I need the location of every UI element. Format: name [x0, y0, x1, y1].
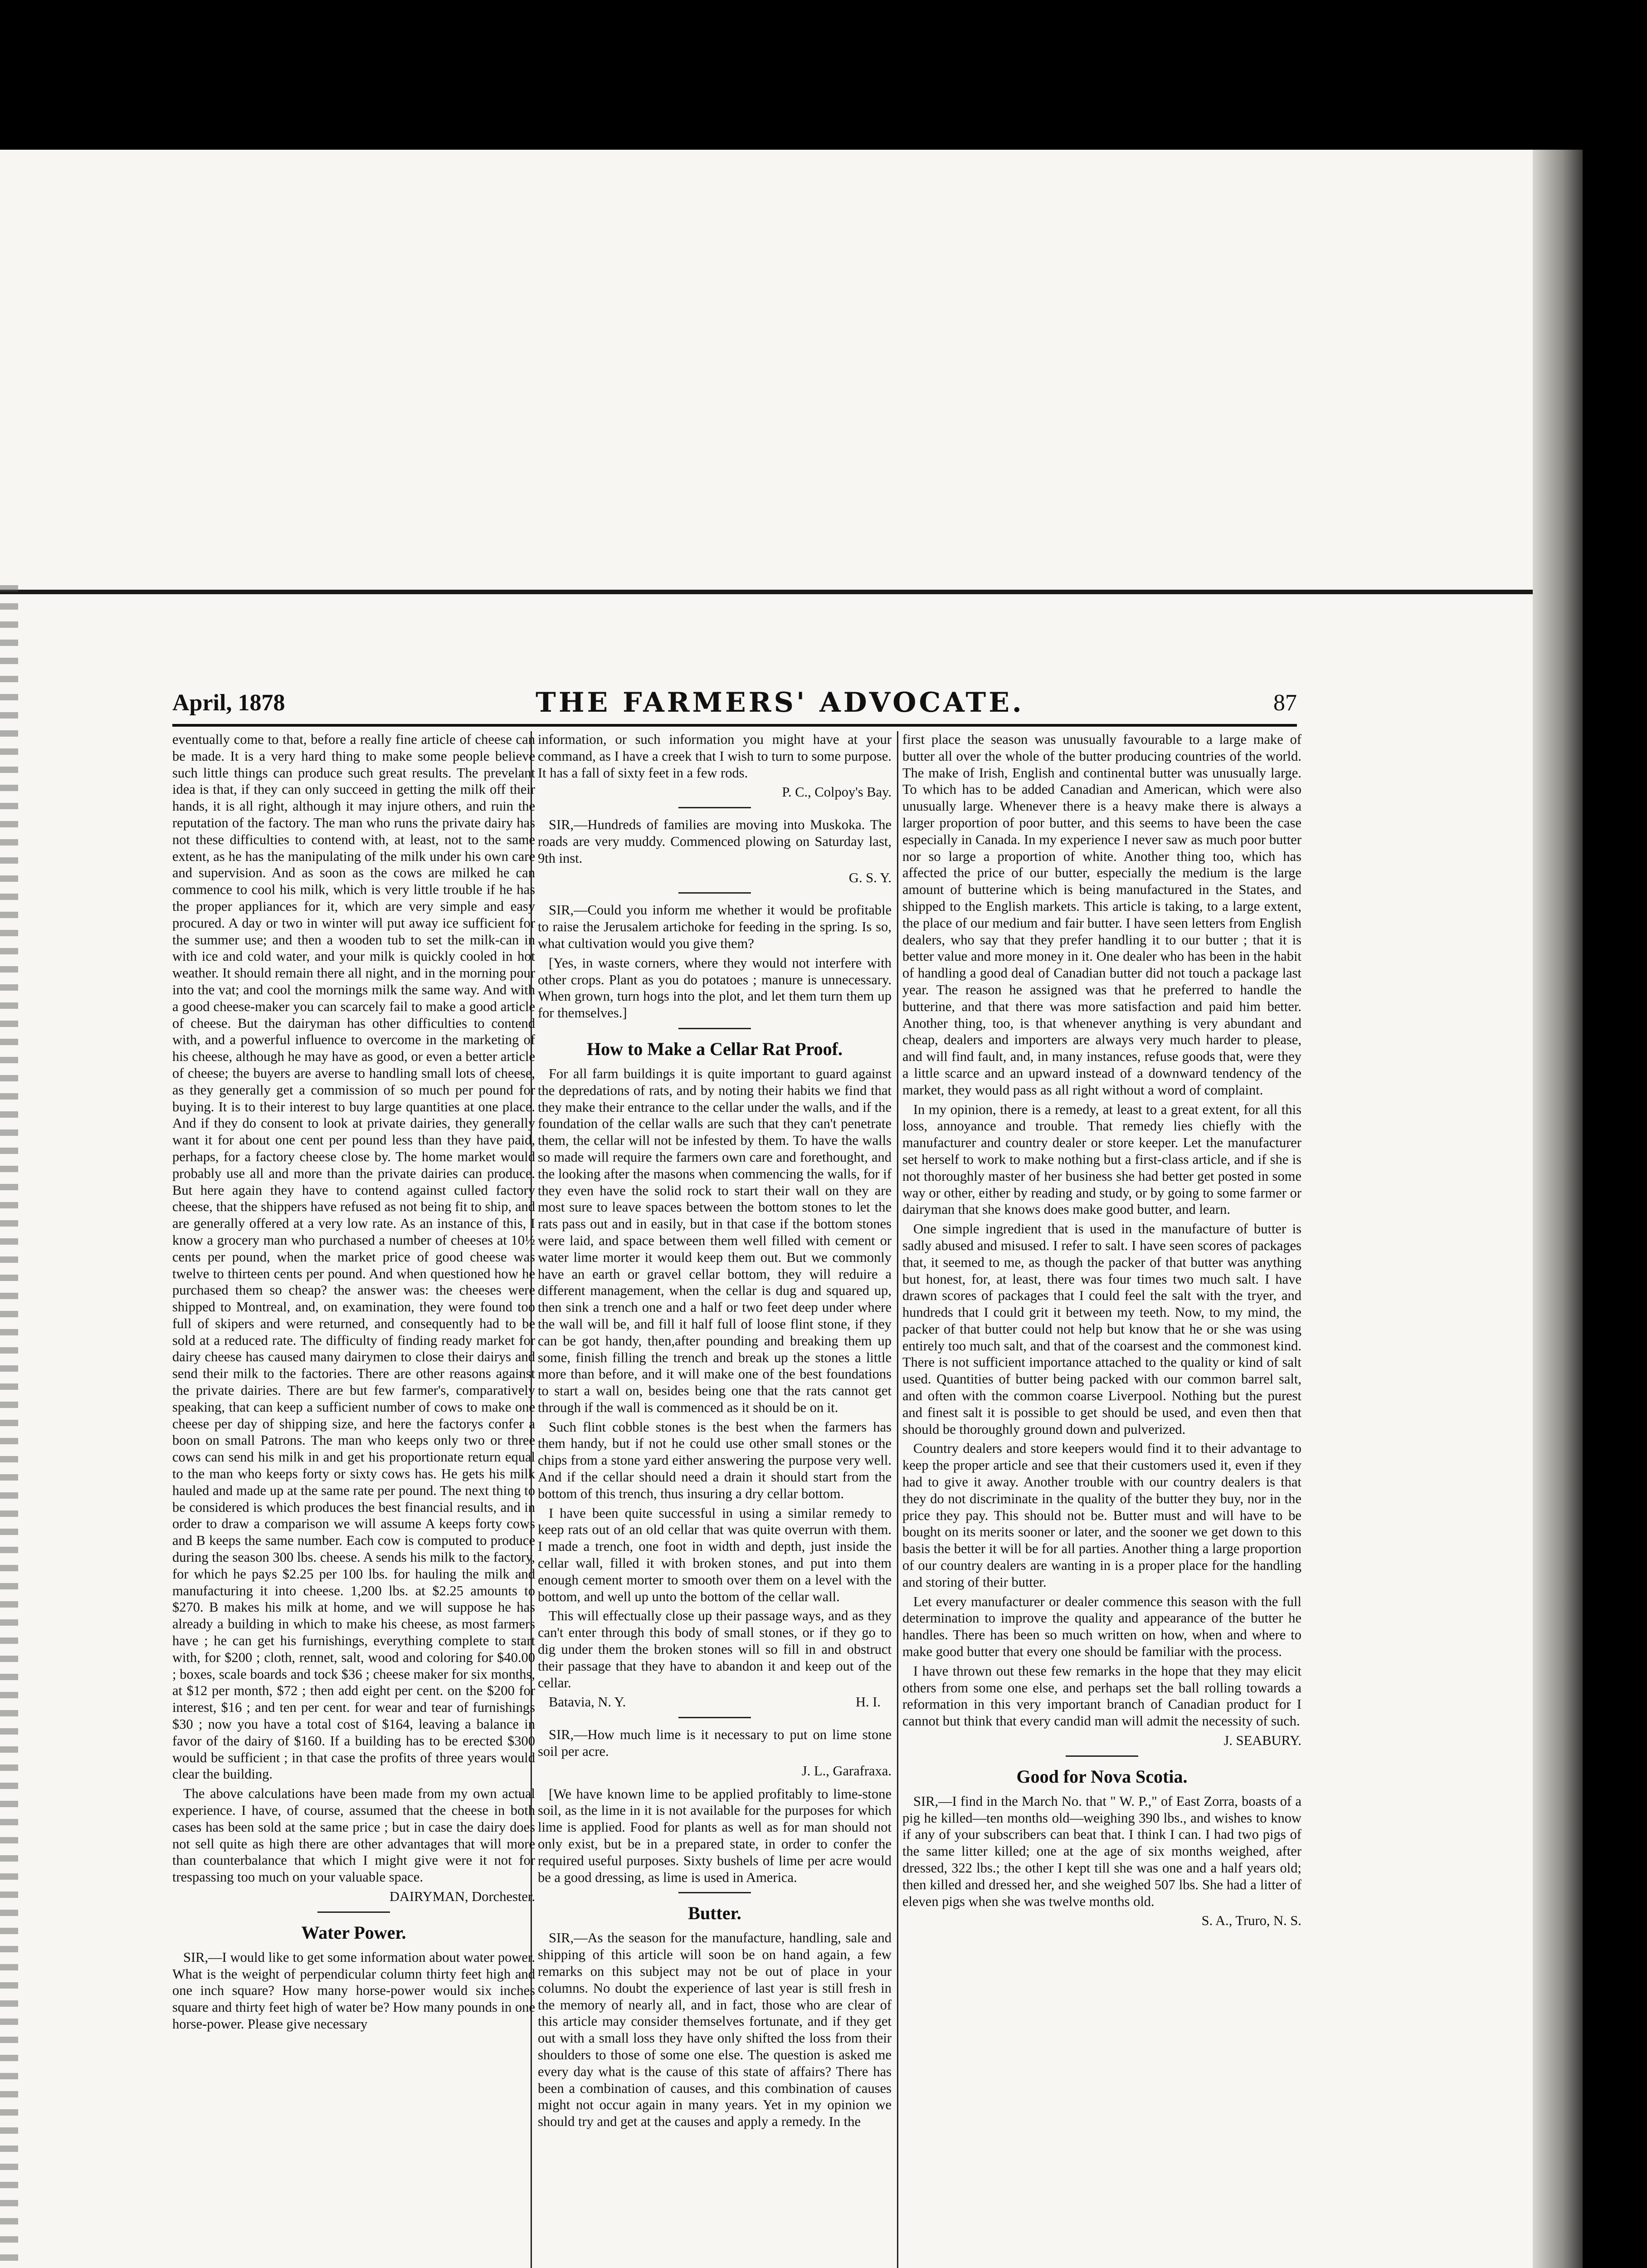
- water-power-letter: SIR,—I would like to get some information about water power. What is the weight of perpendicular column thirty feet high and one inch square? How many horse-power would six inches square and thirty feet high of water be? How many pounds in one horse-power. Please give necessary: [172, 1949, 535, 2032]
- water-power-title: Water Power.: [301, 1922, 406, 1943]
- rat-proof-title: How to Make a Cellar Rat Proof.: [587, 1038, 843, 1059]
- rat-proof-paragraph: For all farm buildings it is quite important to guard against the depredations of rats, and by noting their habits we find that they make their entrance to the cellar under the walls, and if the foundation of the cellar walls are such that they can't penetrate them, the cellar will not be infested by them. To have the walls so made will require the farmers own care and forethought, and the looking after the masons when commencing the walls, for if they even have the solid rock to start their wall on they are most sure to leave spaces between the bottom stones to let the rats pass out and in easily, but in that case if the bottom stones were laid, and space between them well filled with cement or water lime morter it would keep them out. But we commonly have an earth or gravel cellar bottom, they will reduire a different management, when the cellar is dug and squared up, then sink a trench one and a half or two feet deep under where the wall will be, and fill it half full of loose flint stone, if they can be got handy, then,after pounding and breaking them up some, finish filling the trench and break up the stones a little more than before, and it will make one of the best foundations to start a wall on, besides being one that the rats cannot get through if the wall is commenced as it should be on it.: [538, 1066, 892, 1415]
- section-divider: [1066, 1755, 1138, 1757]
- butter-title: Butter.: [688, 1903, 741, 1924]
- page-fold-line: [0, 590, 1533, 594]
- dairy-paragraph: eventually come to that, before a really fine article of cheese can be made. It is a very hard thing to make some people believe such little things can produce such great results. The prevelant idea is that, if they can only succeed in getting the milk off their hands, it is all right, although it may injure others, and ruin the reputation of the factory. The man who runs the private dairy has not these difficulties to contend with, at least, not to the same extent, as he has the manipulating of the milk under his own care and supervision. And as soon as the cows are milked he can commence to cool his milk, which is very little trouble if he has the proper appliances for it, which are very simple and easy procured. A day or two in winter will put away ice sufficient for the summer use; and then a wooden tub to set the milk-can in with ice and cold water, and your milk is quickly cooled in hot weather. It should remain there all night, and in the morning pour into the vat; and cool the mornings milk the same way. And with a good cheese-maker you can scarcely fail to make a good article of cheese. But the dairyman has other difficulties to contend with, and a powerful influence to overcome in the marketing of his cheese, although he may have as good, or even a better article of cheese; the buyers are averse to handling small lots of cheese, as they generally get a commission of so much per pound for buying. It is to their interest to buy large quantities at one place. And if they do consent to look at private dairies, they generally want it for about one cent per pound less than they have paid, perhaps, for a factory cheese close by. The home market would probably use all and more than the private dairies can produce. But here again they have to contend against culled factory cheese, that the shippers have refused as not being fit to ship, and are generally offered at a very low rate. As an instance of this, I know a grocery man who purchased a number of cheeses at 10½ cents per pound, when the market price of good cheese was twelve to thirteen cents per pound. And when questioned how he purchased them so cheap? the answer was: the cheeses were shipped to Montreal, and, on examination, they were found too full of skipers and were returned, and consequently had to be sold at a reduced rate. The difficulty of finding ready market for dairy cheese has caused many dairymen to close their dairys and send their milk to the factories. There are other reasons against the private dairies. There are but few farmer's, comparatively speaking, that can keep a sufficient number of cows to make one cheese per day of shipping size, and here the factorys confer a boon on small Patrons. The man who keeps only two or three cows can send his milk in and get his proportionate return equal to the man who keeps forty or sixty cows has. He gets his milk hauled and made up at the same rate per pound. The next thing to be considered is which produces the best financial results, and in order to draw a comparison we will assume A keeps forty cows and B keeps the same number. Each cow is computed to produce during the season 300 lbs. cheese. A sends his milk to the factory, for which he pays $2.25 per 100 lbs. for hauling the milk and manufacturing it into cheese. 1,200 lbs. at $2.25 amounts to $270. B makes his milk at home, and we will suppose he has already a building in which to make his cheese, as most farmers have ; he can get his furnishings, everything complete to start with, for $200 ; cloth, rennet, salt, wood and coloring for $40.00 ; boxes, scale boards and tock $36 ; cheese maker for six months, at $12 per month, $72 ; then add eight per cent. on the $200 for interest, $16 ; and ten per cent. for wear and tear of furnishings $30 ; now you have a total cost of $164, leaving a balance in favor of the dairy of $160. If a building has to be erected $300 would be sufficient ; in that case the profits of three years would clear the building.: [172, 732, 535, 1782]
- section-divider: [678, 807, 751, 808]
- nova-scotia-letter: SIR,—I find in the March No. that " W. P.," of East Zorra, boasts of a pig he killed—ten months old—weighing 390 lbs., and wishes to know if any of your subscribers can beat that. I think I can. I had two pigs of the same litter killed; one at the age of six months weighed, after dressed, 322 lbs.; the other I kept till she was one and a half years old; then killed and dressed her, and she weighed 507 lbs. She had a litter of eleven pigs when she was twelve months old.: [902, 1793, 1301, 1909]
- section-divider: [678, 1717, 751, 1718]
- nova-scotia-signature: S. A., Truro, N. S.: [1201, 1913, 1301, 1929]
- rat-proof-paragraph: This will effectually close up their passage ways, and as they can't enter through this body of small stones, or if they go to dig under them the broken stones will so fill in and obstruct their passage that they have to abandon it and keep out of the cellar.: [538, 1608, 892, 1691]
- artichoke-question: SIR,—Could you inform me whether it would be profitable to raise the Jerusalem artichoke for feeding in the spring. Is so, what cultivation would you give them?: [538, 902, 892, 951]
- column-1: [172, 731, 535, 2268]
- butter-paragraph: I have thrown out these few remarks in the hope that they may elicit others from some one else, and perhaps set the ball rolling towards a reformation in this very important branch of Canadian product for I cannot but think that every candid man will admit the necessity of such.: [902, 1663, 1301, 1729]
- water-power-letter-cont: information, or such information you might have at your command, as I have a creek that I wish to turn to some purpose. It has a fall of sixty feet in a few rods.: [538, 732, 892, 781]
- butter-paragraph: In my opinion, there is a remedy, at least to a great extent, for all this loss, annoyance and trouble. That remedy lies chiefly with the manufacturer and country dealer or store keeper. Let the manufacturer set herself to work to make nothing but a first-class article, and if she is not thoroughly master of her business she had better get posted in some way or other, either by reading and study, or by going to some farmer or dairyman that she knows does make good butter, and learn.: [902, 1101, 1301, 1217]
- artichoke-answer: [Yes, in waste corners, where they would not interfere with other crops. Plant as you do potatoes ; manure is unnecessary. When grown, turn hogs into the plot, and let them turn them up for themselves.]: [538, 955, 892, 1021]
- butter-signature: J. SEABURY.: [1223, 1733, 1301, 1749]
- masthead-title: THE FARMERS' ADVOCATE.: [536, 687, 1024, 719]
- rat-proof-place: Batavia, N. Y.: [549, 1694, 626, 1710]
- rat-proof-signature: [538, 1694, 892, 1711]
- butter-intro: SIR,—As the season for the manufacture, handling, sale and shipping of this article will soon be on hand again, a few remarks on this subject may not be out of place in your columns. No doubt the experience of last year is still fresh in the memory of nearly all, and in fact, those who are clear of this article may consider themselves fortunate, and if they get out with a small loss they have only shifted the loss from their shoulders to those of some one else. The question is asked me every day what is the cause of this state of affairs? There has been a combination of causes, and this combination of causes might not occur again in many years. Yet in my opinion we should try and get at the causes and apply a remedy. In the: [538, 1930, 892, 2130]
- nova-scotia-title: Good for Nova Scotia.: [1016, 1766, 1188, 1787]
- column-3: [902, 731, 1301, 2268]
- water-power-signature: P. C., Colpoy's Bay.: [782, 784, 892, 800]
- butter-paragraph: Let every manufacturer or dealer commence this season with the full determination to improve the quality and appearance of the butter he handles. There has been so much written on how, when and where to make good butter that every one should be familiar with the process.: [902, 1593, 1301, 1660]
- muskoka-letter: SIR,—Hundreds of families are moving into Muskoka. The roads are very muddy. Commenced plowing on Saturday last, 9th inst.: [538, 817, 892, 866]
- dairy-signature: DAIRYMAN, Dorchester.: [389, 1888, 535, 1904]
- section-divider: [678, 1892, 751, 1893]
- page-edge-shadow: [1533, 150, 1583, 2268]
- issue-date: April, 1878: [172, 690, 285, 716]
- butter-paragraph: first place the season was unusually favourable to a large make of butter all over the whole of the butter producing countries of the world. The make of Irish, English and continental butter was unusually large. To which has to be added Canadian and American, which were also unusually large. Whenever there is a heavy make there is always a larger proportion of poor butter, and this seems to have been the case especially in Canada. In my experience I never saw as much poor butter nor so large a proportion of white. Another thing too, which has affected the price of our butter, especially the medium is the large amount of butterine which is being manufactured in the States, and shipped to the English markets. This article is taking, to a large extent, the place of our medium and fair butter. I have seen letters from English dealers, who say that they prefer handling it to our butter ; that it is better value and more money in it. One dealer who has been in the habit of handling a good deal of Canadian butter did not touch a package last year. The reason he assigned was that he preferred to handle the butterine, and that there was more satisfaction and paid him better. Another thing, too, is that whenever anything is very abundant and cheap, dealers and importers are always very much harder to please, and will find fault, and, in many instances, refuse goods that, were they a little scarce and an upward instead of a downward tendency of the market, they would pass as all right without a word of complaint.: [902, 732, 1301, 1098]
- left-margin-marks: [0, 585, 18, 2268]
- header-rule: [172, 724, 1297, 727]
- rat-proof-paragraph: Such flint cobble stones is the best when the farmers has them handy, but if not he could use other small stones or the chips from a stone yard either answering the purpose very well. And if the cellar should need a drain it should start from the bottom of this trench, thus insuring a dry cellar bottom.: [538, 1419, 892, 1501]
- muskoka-signature: G. S. Y.: [848, 870, 892, 885]
- column-rule-2: [897, 731, 898, 2268]
- butter-paragraph: Country dealers and store keepers would find it to their advantage to keep the proper article and see that their customers used it, even if they had to give it away. Another trouble with our country dealers is that they do not discriminate in the quality of the butter they buy, nor in the price they pay. This should not be. Butter must and will have to be bought on its merits sooner or later, and the sooner we get down to this basis the better it will be for all parties. Another thing a large proportion of our country dealers are wanting in is a proper place for the handling and storing of their butter.: [902, 1441, 1301, 1590]
- rat-proof-paragraph: I have been quite successful in using a similar remedy to keep rats out of an old cellar that was quite overrun with them. I made a trench, one foot in width and depth, just inside the cellar wall, filled it with broken stones, and put into them enough cement morter to smooth over them on a level with the bottom, and well up unto the bottom of the cellar wall.: [538, 1505, 892, 1604]
- page-number: 87: [1273, 690, 1297, 716]
- lime-question: SIR,—How much lime is it necessary to put on lime stone soil per acre.: [538, 1727, 892, 1760]
- lime-answer: [We have known lime to be applied profitably to lime-stone soil, as the lime in it is not available for the purposes for which lime is applied. Food for plants as well as for man should not only exist, but be in a prepared state, in order to confer the required useful purposes. Sixty bushels of lime per acre would be a good dressing, as lime is used in America.: [538, 1786, 892, 1885]
- section-divider: [678, 1028, 751, 1029]
- rat-proof-initials: H. I.: [855, 1694, 881, 1710]
- section-divider: [317, 1911, 390, 1913]
- dairy-paragraph: The above calculations have been made from my own actual experience. I have, of course, assumed that the cheese in both cases has been sold at the same price ; but in case the dairy does not sell quite as high there are other advantages that will more than counterbalance that which I might give were it not for trespassing too much on your valuable space.: [172, 1786, 535, 1885]
- page-header: [172, 689, 1297, 726]
- butter-paragraph: One simple ingredient that is used in the manufacture of butter is sadly abused and misused. I refer to salt. I have seen scores of packages that, it seemed to me, as though the packer of that butter was anything but honest, for, at least, there was four times two much salt. I have drawn scores of packages that I could feel the salt with the tryer, and hundreds that I could grit it between my teeth. Now, to my mind, the packer of that butter could not help but know that he or she was using entirely too much salt, and that of the coarsest and the commonest kind. There is not sufficient importance attached to the quality or kind of salt used. Quantities of butter being packed with our common barrel salt, and often with the common coarse Liverpool. Nothing but the purest and finest salt it is possible to get should be used, and even then that should be thoroughly ground down and pulverized.: [902, 1221, 1301, 1437]
- lime-question-signature: J. L., Garafraxa.: [801, 1763, 892, 1779]
- section-divider: [678, 892, 751, 894]
- column-2: [538, 731, 892, 2268]
